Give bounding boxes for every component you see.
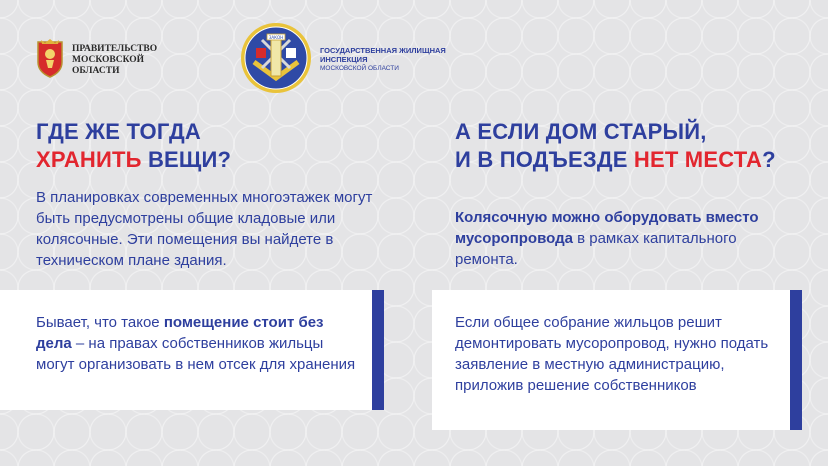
government-name: ПРАВИТЕЛЬСТВО МОСКОВСКОЙ ОБЛАСТИ — [72, 44, 158, 76]
left-card-text — [36, 312, 356, 375]
left-heading — [36, 118, 396, 174]
left-heading-line2 — [36, 146, 396, 174]
inspection-title: ГОСУДАРСТВЕННАЯ ЖИЛИЩНАЯ ИНСПЕКЦИЯ — [320, 46, 446, 64]
right-heading — [455, 118, 815, 174]
housing-inspection-name — [320, 46, 460, 73]
government-logo — [36, 38, 166, 82]
left-paragraph: В планировках современных многоэтажек могут быть предусмотрены общие кладовые или колясочные. Эти помещения вы найдете в техническом плане здания. — [36, 189, 373, 269]
right-paragraph-rest: в рамках капитального ремонта. — [455, 230, 737, 268]
right-card-accent-bar — [790, 290, 802, 430]
right-heading-line1: А ЕСЛИ ДОМ СТАРЫЙ, — [455, 119, 707, 144]
right-heading-end: ? — [762, 147, 776, 172]
right-paragraph — [455, 207, 775, 270]
left-card-accent-bar — [372, 290, 384, 410]
right-paragraph-bold: Колясочную можно оборудовать вместо мусоропровода — [455, 209, 759, 247]
left-card-text-start: Бывает, что такое — [36, 314, 164, 331]
right-heading-pre: И В ПОДЪЕЗДЕ — [455, 147, 634, 172]
left-heading-accent: ХРАНИТЬ — [36, 147, 142, 172]
coat-of-arms-icon — [36, 38, 64, 78]
left-card-text-bold: помещение стоит без дела — [36, 314, 324, 352]
inspection-region: МОСКОВСКОЙ ОБЛАСТИ — [320, 65, 399, 72]
right-heading-line2 — [455, 146, 815, 174]
right-heading-accent: НЕТ МЕСТА — [633, 147, 763, 172]
right-card-text: Если общее собрание жильцов решит демонтировать мусоропровод, нужно подать заявление в местную администрацию, приложив решение собственников — [455, 314, 769, 394]
housing-inspection-seal-icon — [240, 22, 312, 94]
left-heading-line1: ГДЕ ЖЕ ТОГДА — [36, 119, 201, 144]
left-heading-rest: ВЕЩИ? — [141, 147, 232, 172]
left-card-text-end: – на правах собственников жильцы могут организовать в нем отсек для хранения — [36, 335, 356, 373]
seal-label: ЗАКОН — [268, 35, 284, 40]
